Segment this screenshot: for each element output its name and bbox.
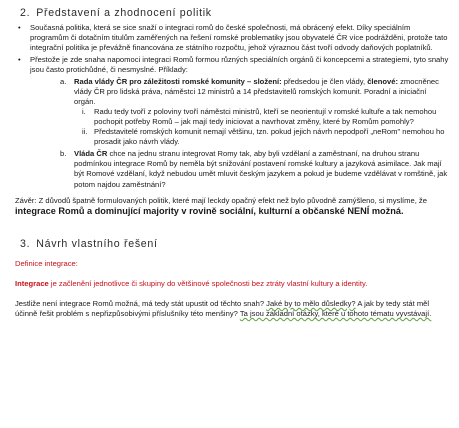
question-squiggle: Ta jsou základní otázky, které u tohoto tématu vyvstávají. [239,309,432,319]
section-heading-2 [20,8,449,18]
item-text: předsedou je člen vlády, [281,76,368,86]
bullet-item-examples [30,55,449,189]
bold-lead: Vláda ČR [74,149,108,159]
examples-list [30,77,449,190]
section-number: 3. [20,237,31,250]
roman-label: i. [82,106,86,116]
bold-lead: Rada vlády ČR pro záležitosti romské komunity – složení: [74,76,282,86]
definition-title: Definice integrace: [15,258,78,268]
conclusion-emphasis: integrace Romů a dominující majority v rovině sociální, kulturní a občanské NENÍ možná. [15,205,404,216]
item-text: chce na jednu stranu integrovat Romy tak, aby byli vzdělaní a zaměstnaní, na druhou stranu podmínkou integrace Romů by neměla být snižování postavení romské kultury a jazyková asimilace. Jak mají být Romové vzdělaní, když nebudou umět mluvit českým jazykem a pokud je budeme vzdělávat v romštině, jak potom najdou zaměstnání? [74,149,448,189]
roman-text: Představitelé romských komunit nemají většinu, tzn. pokud jejich návrh nepodpoří „neRom" nemohou ho prosadit jako návrh vlády. [94,127,445,147]
roman-item [82,127,449,147]
questions-paragraph [15,299,449,319]
example-item-a [60,76,449,148]
item-text: zmocněnec vlády ČR pro lidská práva, náměstci 12 ministrů a 14 představitelů romských komunit. Poradní a iniciační orgán. [74,76,439,106]
conclusion-lead: Závěr: Z důvodů špatně formulovaných politik, které mají leckdy opačný efekt než bylo původně zamýšleno, si myslíme, že [15,195,427,205]
bullet-text: Současná politika, která se sice snaží o integraci romů do české společnosti, má obrácený efekt. Díky speciálním programům či dotačním titulům zaměřených na řešení romské problematiky jsou obyvatelé ČR více podrážděni, protože tato integrační politika je převážně financována ze státního rozpočtu, jehož výraznou část tvoří odvody daňových poplatníků. [30,23,448,53]
item-label: b. [60,149,67,159]
question-text: A jak by tedy stát měl účinně řešit problém s nepřizpůsobivými příslušníky této menšiny? [15,299,430,319]
section-title: Představení a zhodnocení politik [36,7,212,19]
roman-text: Radu tedy tvoří z poloviny tvoří náměstci ministrů, kteří se neorientují v romské kultuře a tak nemohou pochopit potřeby Romů – jak mají tedy iniciovat a navrhovat změny, které by Romům pomohly? [94,106,437,126]
item-label: a. [60,76,67,86]
section-title: Návrh vlastního řešení [36,237,158,250]
conclusion-paragraph [15,196,449,217]
section-number: 2. [20,7,31,19]
bullet-item-current-policy [30,23,449,53]
question-squiggle: Jaké by to mělo důsledky? [266,299,356,309]
question-text: Jestliže není integrace Romů možná, má tedy stát upustit od těchto snah? [15,299,267,309]
bullet-list [8,23,449,190]
roman-label: ii. [82,127,88,137]
definition-text: je začlenění jednotlivce či skupiny do většinové společnosti bez ztráty vlastní kultury a identity. [48,278,368,288]
roman-item [82,106,449,127]
definition-term: Integrace [15,278,49,288]
bold-members: členové: [367,76,398,86]
roman-list [74,107,449,147]
definition-body [15,279,449,289]
example-item-b [60,149,449,189]
bullet-text: Přestože je zde snaha napomoci integraci Romů formou různých speciálních orgánů či koncepcemi a strategiemi, tyto snahy jsou často protichůdné, či nesmyslné. Příklady: [30,55,449,75]
section-heading-3 [20,239,449,249]
